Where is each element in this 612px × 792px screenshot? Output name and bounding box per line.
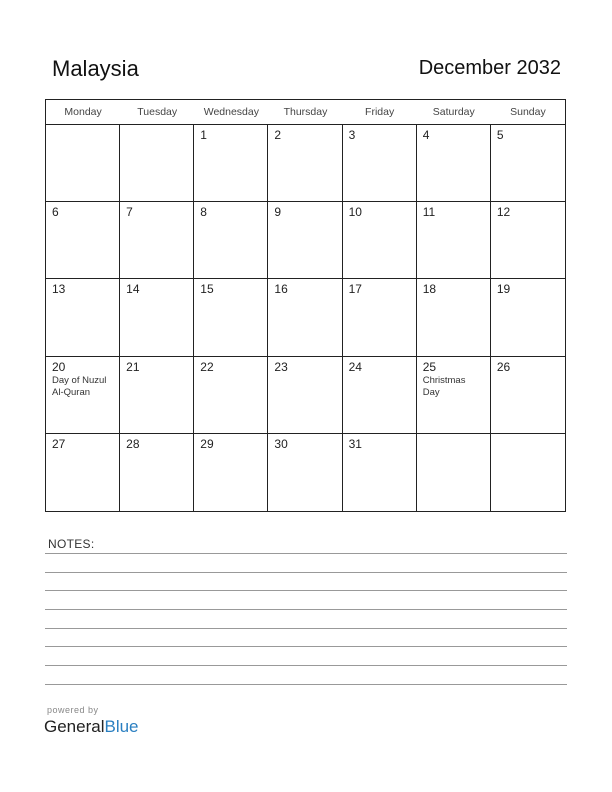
generalblue-logo: [44, 717, 139, 737]
weekday-header: Sunday: [510, 106, 546, 118]
calendar-weeks: [46, 125, 565, 511]
weekday-header: Saturday: [432, 106, 475, 118]
day-cell: [491, 125, 565, 202]
day-cell: [120, 202, 194, 279]
day-cell: [417, 357, 491, 434]
weekday-header-row: [46, 100, 565, 125]
day-number: 23: [274, 359, 288, 374]
day-number: 7: [126, 205, 133, 220]
month-year-title: December 2032: [418, 57, 561, 79]
day-cell: [120, 125, 194, 202]
weekday-header: Wednesday: [203, 106, 259, 118]
day-number: 11: [422, 205, 436, 220]
day-cell: [343, 357, 417, 434]
day-number: 12: [496, 205, 511, 220]
day-cell: [194, 434, 268, 511]
day-cell: [194, 357, 268, 434]
day-number: 6: [52, 205, 59, 220]
day-cell: [491, 434, 565, 511]
day-number: 14: [126, 282, 140, 297]
day-cell: [46, 279, 120, 356]
day-number: 30: [274, 436, 288, 451]
day-cell: [417, 279, 491, 356]
weekday-header: Thursday: [283, 106, 328, 118]
calendar-grid: [45, 99, 566, 512]
day-cell: [343, 202, 417, 279]
day-number: 9: [274, 205, 282, 220]
day-cell: [491, 357, 565, 434]
day-number: 18: [422, 282, 437, 297]
day-cell: [268, 434, 342, 511]
day-cell: [268, 202, 342, 279]
note-line: [45, 609, 567, 610]
day-number: 4: [422, 128, 430, 142]
brand-blue-text: Blue: [104, 717, 139, 736]
day-number: 13: [52, 282, 66, 297]
day-cell: [343, 279, 417, 356]
day-number: 19: [496, 282, 511, 297]
day-cell: [120, 357, 194, 434]
day-cell: [417, 125, 491, 202]
note-line: [45, 628, 567, 629]
day-cell: [120, 434, 194, 511]
day-number: 22: [200, 359, 214, 374]
country-title: Malaysia: [52, 56, 139, 81]
day-number: 2: [274, 128, 282, 142]
note-line: [45, 572, 567, 573]
day-cell: [268, 357, 342, 434]
day-cell: [46, 125, 120, 202]
day-number: 25: [422, 359, 437, 374]
weekday-header: Tuesday: [137, 106, 178, 118]
note-line: [45, 665, 567, 666]
day-number: 1: [200, 128, 207, 142]
day-cell: [46, 434, 120, 511]
day-cell: [194, 202, 268, 279]
day-number: 28: [126, 436, 140, 451]
note-line: [45, 553, 567, 554]
day-cell: [268, 279, 342, 356]
day-number: 17: [348, 282, 362, 297]
day-cell: [491, 202, 565, 279]
day-number: 8: [200, 205, 207, 220]
note-line: [45, 684, 567, 685]
day-cell: [491, 279, 565, 356]
note-line: [45, 646, 567, 647]
weekday-header: Monday: [64, 106, 102, 118]
day-number: 24: [348, 359, 362, 374]
day-cell: [194, 279, 268, 356]
day-number: 10: [348, 205, 362, 220]
day-number: 21: [126, 359, 140, 374]
day-number: 27: [52, 436, 66, 451]
day-number: 29: [200, 436, 214, 451]
day-cell: [343, 125, 417, 202]
day-cell: [120, 279, 194, 356]
weekday-header: Friday: [365, 106, 395, 118]
day-number: 5: [496, 128, 504, 142]
day-cell: [46, 357, 120, 434]
powered-by-text: powered by: [47, 705, 99, 715]
notes-label: NOTES:: [48, 537, 95, 551]
day-cell: [417, 434, 491, 511]
day-cell: [417, 202, 491, 279]
day-cell: [46, 202, 120, 279]
day-number: 31: [348, 436, 362, 451]
day-number: 20: [52, 359, 66, 374]
holiday-label: Christmas Day: [422, 374, 466, 398]
day-number: 15: [200, 282, 214, 297]
holiday-label: Day of Nuzul Al-Quran: [52, 374, 107, 398]
day-cell: [343, 434, 417, 511]
day-cell: [194, 125, 268, 202]
day-number: 3: [348, 128, 356, 142]
brand-general-text: General: [44, 717, 105, 736]
day-number: 16: [274, 282, 288, 297]
day-cell: [268, 125, 342, 202]
day-number: 26: [496, 359, 511, 374]
note-line: [45, 590, 567, 591]
